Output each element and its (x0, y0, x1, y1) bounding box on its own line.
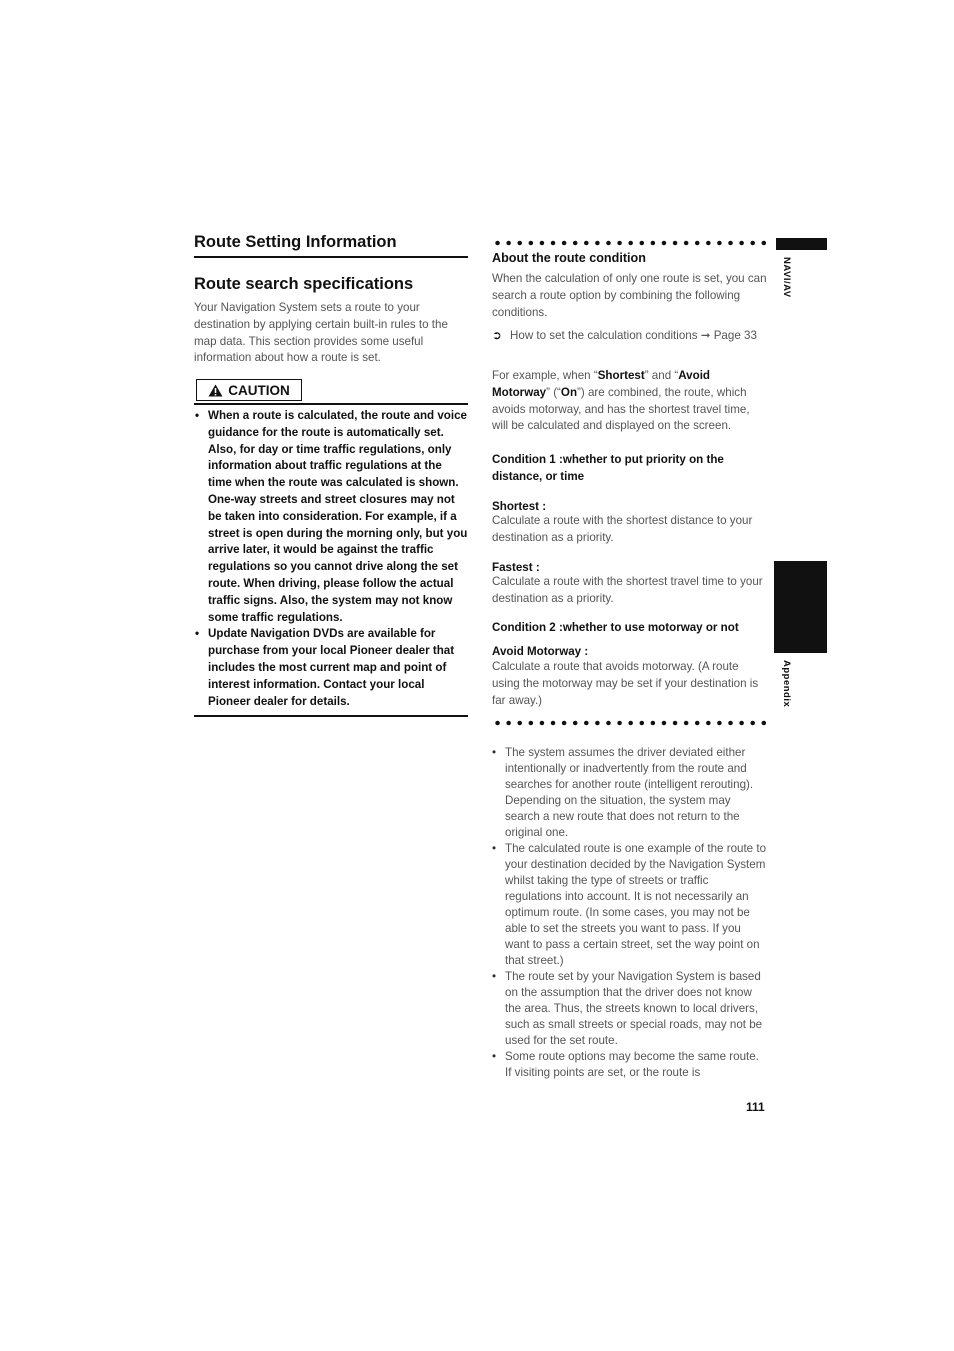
condition-1-heading: Condition 1 :whether to put priority on the distance, or time (492, 453, 724, 483)
navi-av-tab-bar (776, 238, 827, 250)
about-route-condition-title: About the route condition (492, 251, 646, 265)
appendix-tab-block (774, 561, 827, 653)
note-item: • The system assumes the driver deviated either intentionally or inadvertently from the route and searches for another route (intelligent rerouting). Depending on the situation, the system may search a new route that does not return to the original one. (492, 745, 768, 841)
caution-label: CAUTION (228, 382, 290, 398)
example-on: On (560, 385, 578, 399)
fastest-label: Fastest : (492, 561, 540, 574)
shortest-text: Calculate a route with the shortest distance to your destination as a priority. (492, 514, 753, 544)
example-text: ” and “ (644, 369, 679, 382)
notes-list (492, 745, 768, 1081)
shortest-label: Shortest : (492, 500, 547, 513)
avoid-motorway-label: Avoid Motorway : (492, 645, 589, 658)
intro-paragraph: Your Navigation System sets a route to your destination by applying certain built-in rules to the map data. This section provides some useful information about how a route is set. (194, 301, 448, 365)
about-route-condition-text: When the calculation of only one route is set, you can search a route option by combining the following conditions. (492, 272, 767, 319)
notes-block (492, 745, 768, 1081)
reference-item (492, 328, 768, 345)
page-number: 111 (746, 1100, 765, 1114)
warning-triangle-icon (208, 384, 223, 397)
caution-item: • When a route is calculated, the route and voice guidance for the route is automatically set. Also, for day or time traffic regulations, only information about traffic regulations at the time when the route was calculated is shown. One-way streets and street closures may not be taken into consideration. For example, if a street is open during the morning only, but you arrive later, it would be against the traffic regulations so you cannot drive along the set route. When driving, please follow the actual traffic signs. Also, the system may not know some traffic regulations. (194, 408, 468, 626)
reference-arrow-icon: ➲ (492, 329, 502, 342)
navi-av-tab-label: NAVI/AV (781, 257, 792, 298)
caution-item: • Update Navigation DVDs are available for purchase from your local Pioneer dealer that includes the most current map and point of interest information. Contact your local Pioneer dealer for details. (194, 626, 468, 710)
dotted-divider-top (492, 240, 768, 246)
caution-block (194, 403, 468, 717)
appendix-tab-label: Appendix (781, 660, 792, 708)
subsection-title: Route search specifications (194, 275, 414, 293)
note-item: • The calculated route is one example of the route to your destination decided by the Navigation System whilst taking the type of streets or traffic regulations into account. It is not necessarily an optimum route. (In some cases, you may not be able to set the streets you want to pass. If you want to pass a certain street, set the way point on that street.) (492, 841, 768, 969)
example-text: ”) are combined, the route, which avoids motorway, and has the shortest travel time, will be calculated and displayed on the screen. (492, 385, 750, 433)
condition-2-heading: Condition 2 :whether to use motorway or not (492, 621, 739, 634)
reference-text: How to set the calculation conditions ➞ Page 33 (510, 329, 757, 342)
avoid-motorway-text: Calculate a route that avoids motorway. (A route using the motorway may be set if your destination is far away.) (492, 660, 759, 707)
caution-label-box (196, 379, 302, 401)
note-item: • The route set by your Navigation System is based on the assumption that the driver does not know the area. Thus, the streets known to local drivers, such as small streets or special roads, may not be used for the set route. (492, 969, 768, 1049)
note-item: • Some route options may become the same route. If visiting points are set, or the route is (492, 1049, 768, 1081)
fastest-text: Calculate a route with the shortest travel time to your destination as a priority. (492, 575, 763, 605)
dotted-divider-bottom (492, 720, 768, 726)
example-text: For example, when “ (492, 369, 598, 382)
example-text: ” (“ (546, 385, 561, 399)
example-avoid-motorway: Avoid Motorway (492, 369, 711, 399)
example-shortest: Shortest (597, 369, 645, 382)
caution-list (194, 408, 468, 710)
section-title: Route Setting Information (194, 233, 468, 258)
example-paragraph (492, 368, 768, 435)
